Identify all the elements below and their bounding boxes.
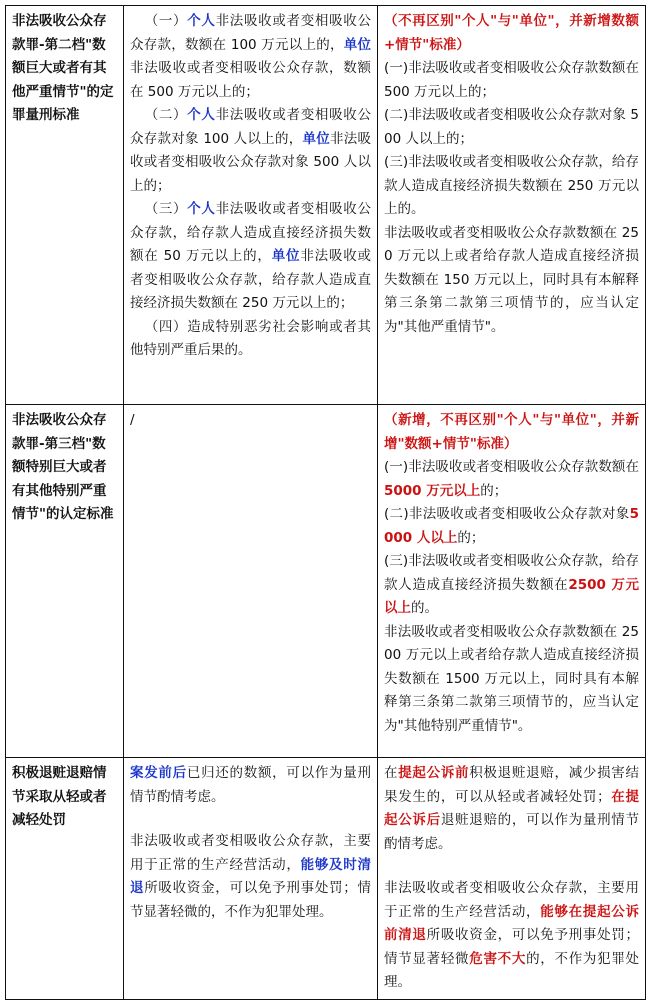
old-item-4: （四）造成特别恶劣社会影响或者其他特别严重后果的。 bbox=[130, 318, 371, 358]
table-row bbox=[6, 6, 646, 405]
new-item-2: (二)非法吸收或者变相吸收公众存款对象 500 人以上的； bbox=[384, 107, 639, 147]
row-topic: 非法吸收公众存款罪-第二档"数额巨大或者有其他严重情节"的定罪量刑标准 bbox=[6, 6, 124, 405]
new-item-1: (一)非法吸收或者变相吸收公众存款数额在5000 万元以上的； bbox=[384, 459, 639, 499]
table-row bbox=[6, 758, 646, 1000]
old-para-2: 非法吸收或者变相吸收公众存款，主要用于正常的生产经营活动，能够及时清退所吸收资金，可以免予刑事处罚；情节显著轻微的，不作为犯罪处理。 bbox=[130, 833, 371, 920]
old-provision: / bbox=[124, 405, 378, 758]
new-title: （新增，不再区别"个人"与"单位"，并新增"数额+情节"标准） bbox=[384, 412, 639, 452]
old-item-3: （三）个人非法吸收或者变相吸收公众存款，给存款人造成直接经济损失数额在 50 万元以上的，单位非法吸收或者变相吸收公众存款，给存款人造成直接经济损失数额在 250 万元以上的； bbox=[130, 201, 372, 311]
row-topic: 非法吸收公众存款罪-第三档"数额特别巨大或者有其他特别严重情节"的认定标准 bbox=[6, 405, 124, 758]
table-row bbox=[6, 405, 646, 758]
new-item-4: 非法吸收或者变相吸收公众存款数额在 250 万元以上或者给存款人造成直接经济损失数额在 150 万元以上，同时具有本解释第三条第二款第三项情节的，应当认定为"其他严重情节"。 bbox=[384, 224, 639, 335]
old-item-1: （一）个人非法吸收或者变相吸收公众存款，数额在 100 万元以上的，单位非法吸收或者变相吸收公众存款，数额在 500 万元以上的； bbox=[130, 13, 371, 100]
new-item-3: (三)非法吸收或者变相吸收公众存款，给存款人造成直接经济损失数额在2500 万元以上的。 bbox=[384, 553, 639, 616]
old-provision bbox=[124, 758, 378, 1000]
new-item-2: (二)非法吸收或者变相吸收公众存款对象5000 人以上的； bbox=[384, 506, 639, 546]
old-provision bbox=[124, 6, 378, 405]
new-item-3: (三)非法吸收或者变相吸收公众存款，给存款人造成直接经济损失数额在 250 万元以上的。 bbox=[384, 154, 639, 217]
new-provision bbox=[378, 6, 646, 405]
row-topic: 积极退赃退赔情节采取从轻或者减轻处罚 bbox=[6, 758, 124, 1000]
old-para-1: 案发前后已归还的数额，可以作为量刑情节酌情考虑。 bbox=[130, 765, 371, 805]
new-provision bbox=[378, 405, 646, 758]
new-para-2: 非法吸收或者变相吸收公众存款，主要用于正常的生产经营活动，能够在提起公诉前清退所吸收资金，可以免予刑事处罚；情节显著轻微危害不大的，不作为犯罪处理。 bbox=[384, 880, 640, 990]
comparison-table bbox=[5, 5, 646, 1000]
old-item-2: （二）个人非法吸收或者变相吸收公众存款对象 100 人以上的，单位非法吸收或者变相吸收公众存款对象 500 人以上的； bbox=[130, 107, 372, 194]
new-provision bbox=[378, 758, 646, 1000]
new-item-1: (一)非法吸收或者变相吸收公众存款数额在 500 万元以上的； bbox=[384, 60, 639, 100]
new-item-4: 非法吸收或者变相吸收公众存款数额在 2500 万元以上或者给存款人造成直接经济损失数额在 1500 万元以上，同时具有本解释第三条第二款第三项情节的，应当认定为"其他特别严重情节"。 bbox=[384, 623, 639, 734]
new-para-1: 在提起公诉前积极退赃退赔，减少损害结果发生的，可以从轻或者减轻处罚；在提起公诉后退赃退赔的，可以作为量刑情节酌情考虑。 bbox=[384, 765, 640, 852]
new-title: （不再区别"个人"与"单位"，并新增数额+情节"标准） bbox=[384, 13, 639, 53]
